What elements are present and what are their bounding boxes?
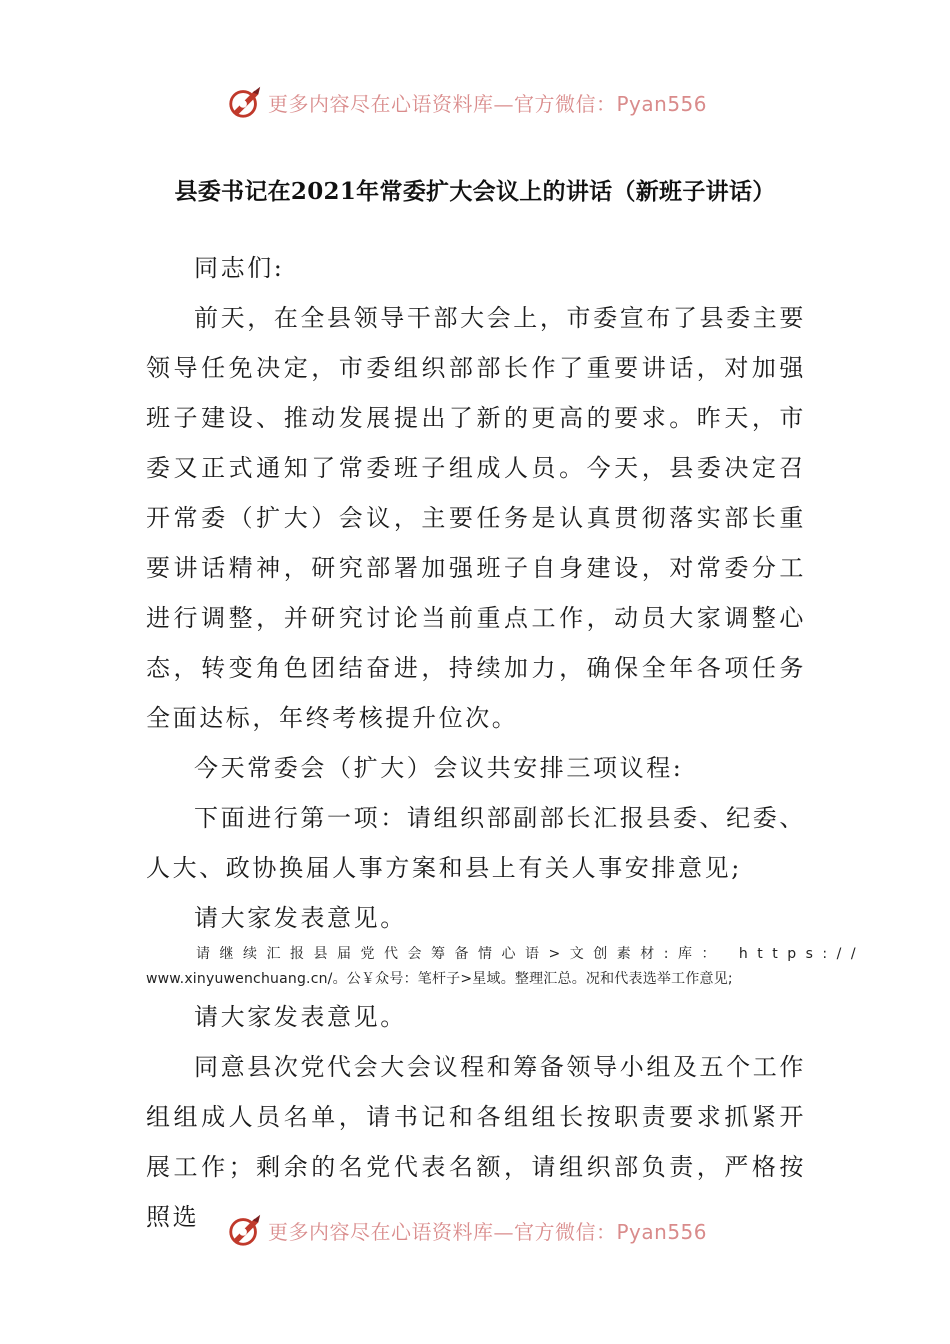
paragraph: 请大家发表意见。 <box>194 1003 407 1031</box>
banner-text <box>268 88 707 117</box>
paragraph: 同意县次党代会大会议程和筹备领导小组及五个工作组组成人员名单，请书记和各组组长按职责要求抓紧开展工作；剩余的名党代表名额，请组织部负责，严格按照选 <box>146 1053 806 1231</box>
paragraph: 前天，在全县领导干部大会上，市委宣布了县委主要领导任免决定，市委组织部部长作了重要讲话，对加强班子建设、推动发展提出了新的更高的要求。昨天，市委又正式通知了常委班子组成人员。今天，县委决定召开常委（扩大）会议，主要任务是认真贯彻落实部长重要讲话精神，研究部署加强班子自身建设，对常委分工进行调整，并研究讨论当前重点工作，动员大家调整心态，转变角色团结奋进，持续加力，确保全年各项任务全面达标，年终考核提升位次。 <box>146 304 806 732</box>
pen-nib-circle-icon <box>226 1211 264 1249</box>
body-section-a <box>146 243 806 943</box>
document-title: 县委书记在2021年常委扩大会议上的讲话（新班子讲话） <box>174 178 776 205</box>
banner-text <box>268 1216 707 1245</box>
paragraph: 今天常委会（扩大）会议共安排三项议程: <box>194 754 684 782</box>
salutation: 同志们: <box>194 254 285 282</box>
watermark-line: www.xinyuwenchuang.cn/。公￥众号：笔杆子>星域。整理汇总。况和代表选举工作意见; <box>146 971 733 987</box>
banner-text-cn: 更多内容尽在心语资料库—官方微信： <box>268 92 617 116</box>
pen-nib-circle-icon <box>226 83 264 121</box>
paragraph: 下面进行第一项：请组织部副部长汇报县委、纪委、人大、政协换届人事方案和县上有关人事安排意见; <box>146 804 806 882</box>
banner-wechat-id: Pyan556 <box>616 1220 708 1244</box>
watermark-text-block <box>146 940 866 990</box>
banner-wechat-id: Pyan556 <box>616 92 708 116</box>
footer-banner <box>0 1208 950 1252</box>
watermark-line: 请继续汇报县届党代会筹备情心语>文创素材:库： https:// <box>196 946 866 962</box>
header-banner <box>0 80 950 124</box>
paragraph: 请大家发表意见。 <box>194 904 407 932</box>
body-section-b <box>146 992 806 1242</box>
banner-text-cn: 更多内容尽在心语资料库—官方微信： <box>268 1220 617 1244</box>
